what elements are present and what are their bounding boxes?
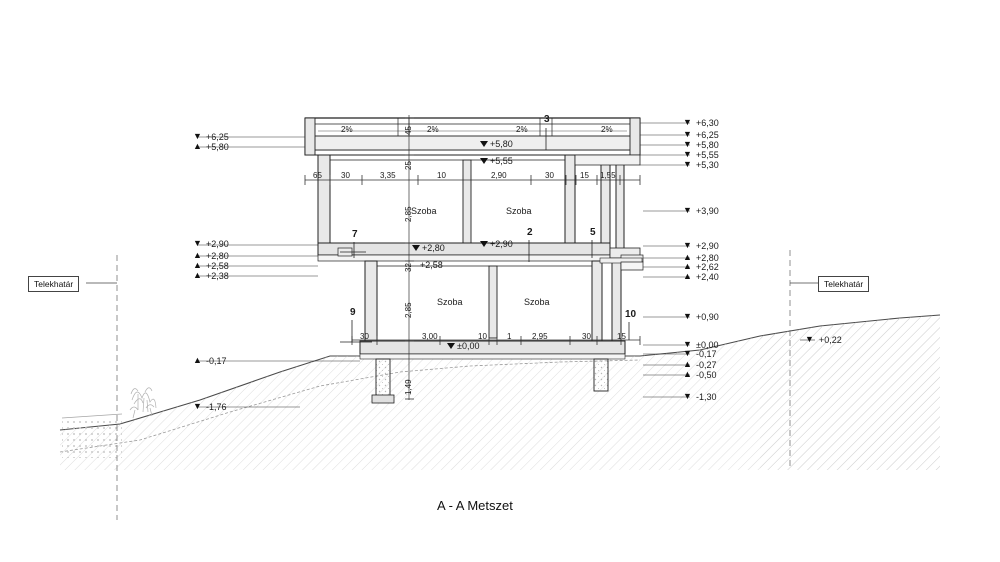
dim-lower-2: 10 — [478, 332, 487, 341]
callout-7: 7 — [352, 229, 358, 240]
level-marker-left-5: ▲ — [193, 270, 202, 280]
dim-vertical-2: 2,85 — [404, 206, 413, 222]
room-label-lower-right: Szoba — [524, 297, 550, 307]
callout-10: 10 — [625, 309, 637, 320]
room-label-lower-left: Szoba — [437, 297, 463, 307]
level-label-right-2: +5,80 — [696, 140, 719, 150]
level-label-left-5: +2,38 — [206, 271, 229, 281]
slope-label-2: 2% — [427, 125, 439, 134]
level-label-right-9: +2,40 — [696, 272, 719, 282]
dim-lower-4: 2,95 — [532, 332, 548, 341]
level-marker-right-2: ▼ — [683, 139, 692, 149]
level-marker-right-13: ▲ — [683, 359, 692, 369]
room-label-upper-left: Szoba — [411, 206, 437, 216]
level-marker-terrain-right: ▼ — [805, 334, 814, 344]
level-marker-right-10: ▼ — [683, 311, 692, 321]
level-label-right-12: -0,17 — [696, 349, 717, 359]
interior-level-3: +2,90 — [490, 239, 513, 249]
level-label-right-11: ±0,00 — [696, 340, 719, 350]
level-marker-left-4: ▲ — [193, 260, 202, 270]
level-marker-right-8: ▲ — [683, 261, 692, 271]
dim-upper-6: 15 — [580, 171, 589, 180]
dim-lower-1: 3,00 — [422, 332, 438, 341]
callout-3: 3 — [544, 114, 550, 125]
interior-level-0: +5,80 — [490, 139, 513, 149]
level-label-right-4: +5,30 — [696, 160, 719, 170]
level-label-right-10: +0,90 — [696, 312, 719, 322]
level-label-left-3: +2,80 — [206, 251, 229, 261]
room-label-upper-right: Szoba — [506, 206, 532, 216]
boundary-label-left: Telekhatár — [28, 276, 79, 292]
interior-level-1: +5,55 — [490, 156, 513, 166]
slope-label-3: 2% — [516, 125, 528, 134]
callout-2: 2 — [527, 227, 533, 238]
level-marker-right-5: ▼ — [683, 205, 692, 215]
dim-upper-0: 65 — [313, 171, 322, 180]
level-marker-right-4: ▼ — [683, 159, 692, 169]
level-label-left-0: +6,25 — [206, 132, 229, 142]
level-marker-right-9: ▲ — [683, 271, 692, 281]
level-label-left-2: +2,90 — [206, 239, 229, 249]
dim-lower-5: 30 — [582, 332, 591, 341]
level-label-right-15: -1,30 — [696, 392, 717, 402]
level-marker-left-1: ▲ — [193, 141, 202, 151]
level-marker-right-6: ▼ — [683, 240, 692, 250]
dim-lower-3: 1 — [507, 332, 512, 341]
slope-label-1: 2% — [341, 125, 353, 134]
level-marker-right-14: ▲ — [683, 369, 692, 379]
slope-label-4: 2% — [601, 125, 613, 134]
dim-upper-4: 2,90 — [491, 171, 507, 180]
level-marker-left-6: ▲ — [193, 355, 202, 365]
interior-level-5: ±0,00 — [457, 341, 480, 351]
level-marker-right-0: ▼ — [683, 117, 692, 127]
dim-upper-3: 10 — [437, 171, 446, 180]
level-label-left-4: +2,58 — [206, 261, 229, 271]
level-marker-right-7: ▲ — [683, 252, 692, 262]
level-marker-left-2: ▼ — [193, 238, 202, 248]
level-marker-left-0: ▼ — [193, 131, 202, 141]
level-label-right-6: +2,90 — [696, 241, 719, 251]
level-label-right-1: +6,25 — [696, 130, 719, 140]
level-label-left-1: +5,80 — [206, 142, 229, 152]
level-marker-right-15: ▼ — [683, 391, 692, 401]
level-marker-right-1: ▼ — [683, 129, 692, 139]
dim-vertical-4: 2,85 — [404, 302, 413, 318]
drawing-title: A - A Metszet — [437, 498, 513, 513]
level-marker-right-12: ▼ — [683, 348, 692, 358]
dim-upper-5: 30 — [545, 171, 554, 180]
dim-vertical-3: 32 — [404, 263, 413, 272]
level-marker-right-11: ▼ — [683, 339, 692, 349]
interior-level-2: +2,80 — [422, 243, 445, 253]
dim-lower-6: 15 — [617, 332, 626, 341]
level-label-right-14: -0,50 — [696, 370, 717, 380]
level-label-left-6: -0,17 — [206, 356, 227, 366]
level-marker-left-3: ▲ — [193, 250, 202, 260]
level-marker-left-7: ▼ — [193, 401, 202, 411]
level-label-right-13: -0,27 — [696, 360, 717, 370]
interior-level-4: +2,58 — [420, 260, 443, 270]
level-label-right-8: +2,62 — [696, 262, 719, 272]
dim-upper-1: 30 — [341, 171, 350, 180]
level-label-right-0: +6,30 — [696, 118, 719, 128]
boundary-label-right: Telekhatár — [818, 276, 869, 292]
callout-5: 5 — [590, 227, 596, 238]
dim-upper-7: 1,55 — [600, 171, 616, 180]
level-label-right-5: +3,90 — [696, 206, 719, 216]
level-label-left-7: -1,76 — [206, 402, 227, 412]
dim-lower-0: 30 — [360, 332, 369, 341]
level-label-terrain-right: +0,22 — [819, 335, 842, 345]
dim-upper-2: 3,35 — [380, 171, 396, 180]
level-label-right-7: +2,80 — [696, 253, 719, 263]
callout-9: 9 — [350, 307, 356, 318]
level-label-right-3: +5,55 — [696, 150, 719, 160]
dim-vertical-1: 25 — [404, 161, 413, 170]
dim-vertical-5: 1,49 — [404, 379, 413, 395]
dim-vertical-0: 45 — [404, 126, 413, 135]
level-marker-right-3: ▼ — [683, 149, 692, 159]
